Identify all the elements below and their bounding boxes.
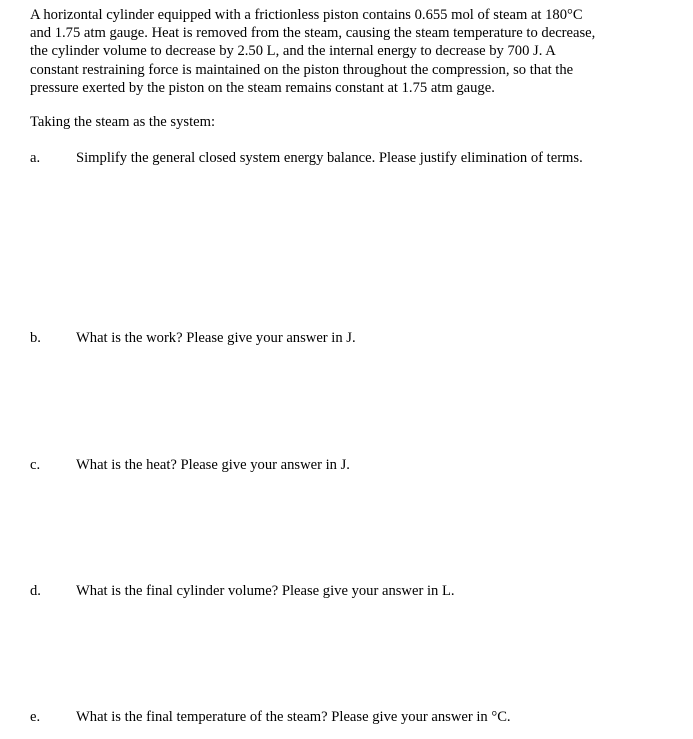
problem-statement-line: A horizontal cylinder equipped with a frictionless piston contains 0.655 mol of steam at 180°C	[30, 7, 583, 23]
system-context: Taking the steam as the system:	[30, 114, 216, 130]
question-text: What is the heat? Please give your answer in J.	[76, 457, 350, 473]
question-label: a.	[30, 150, 41, 166]
problem-statement-line: pressure exerted by the piston on the steam remains constant at 1.75 atm gauge.	[30, 79, 495, 96]
problem-statement-line: and 1.75 atm gauge. Heat is removed from the steam, causing the steam temperature to decrease,	[30, 25, 596, 42]
question-label: d.	[30, 583, 41, 599]
question-text: What is the final temperature of the steam? Please give your answer in °C.	[76, 709, 511, 725]
problem-statement-line: constant restraining force is maintained on the piston throughout the compression, so that the	[30, 61, 574, 78]
question-label: e.	[30, 709, 41, 725]
problem-statement	[30, 6, 685, 97]
question-text: Simplify the general closed system energy balance. Please justify elimination of terms.	[76, 150, 583, 166]
problem-statement-line: the cylinder volume to decrease by 2.50 L, and the internal energy to decrease by 700 J. A	[30, 43, 556, 60]
question-text: What is the work? Please give your answer in J.	[76, 330, 356, 346]
question-label: c.	[30, 457, 41, 473]
question-text: What is the final cylinder volume? Please give your answer in L.	[76, 583, 455, 599]
question-label: b.	[30, 330, 41, 346]
